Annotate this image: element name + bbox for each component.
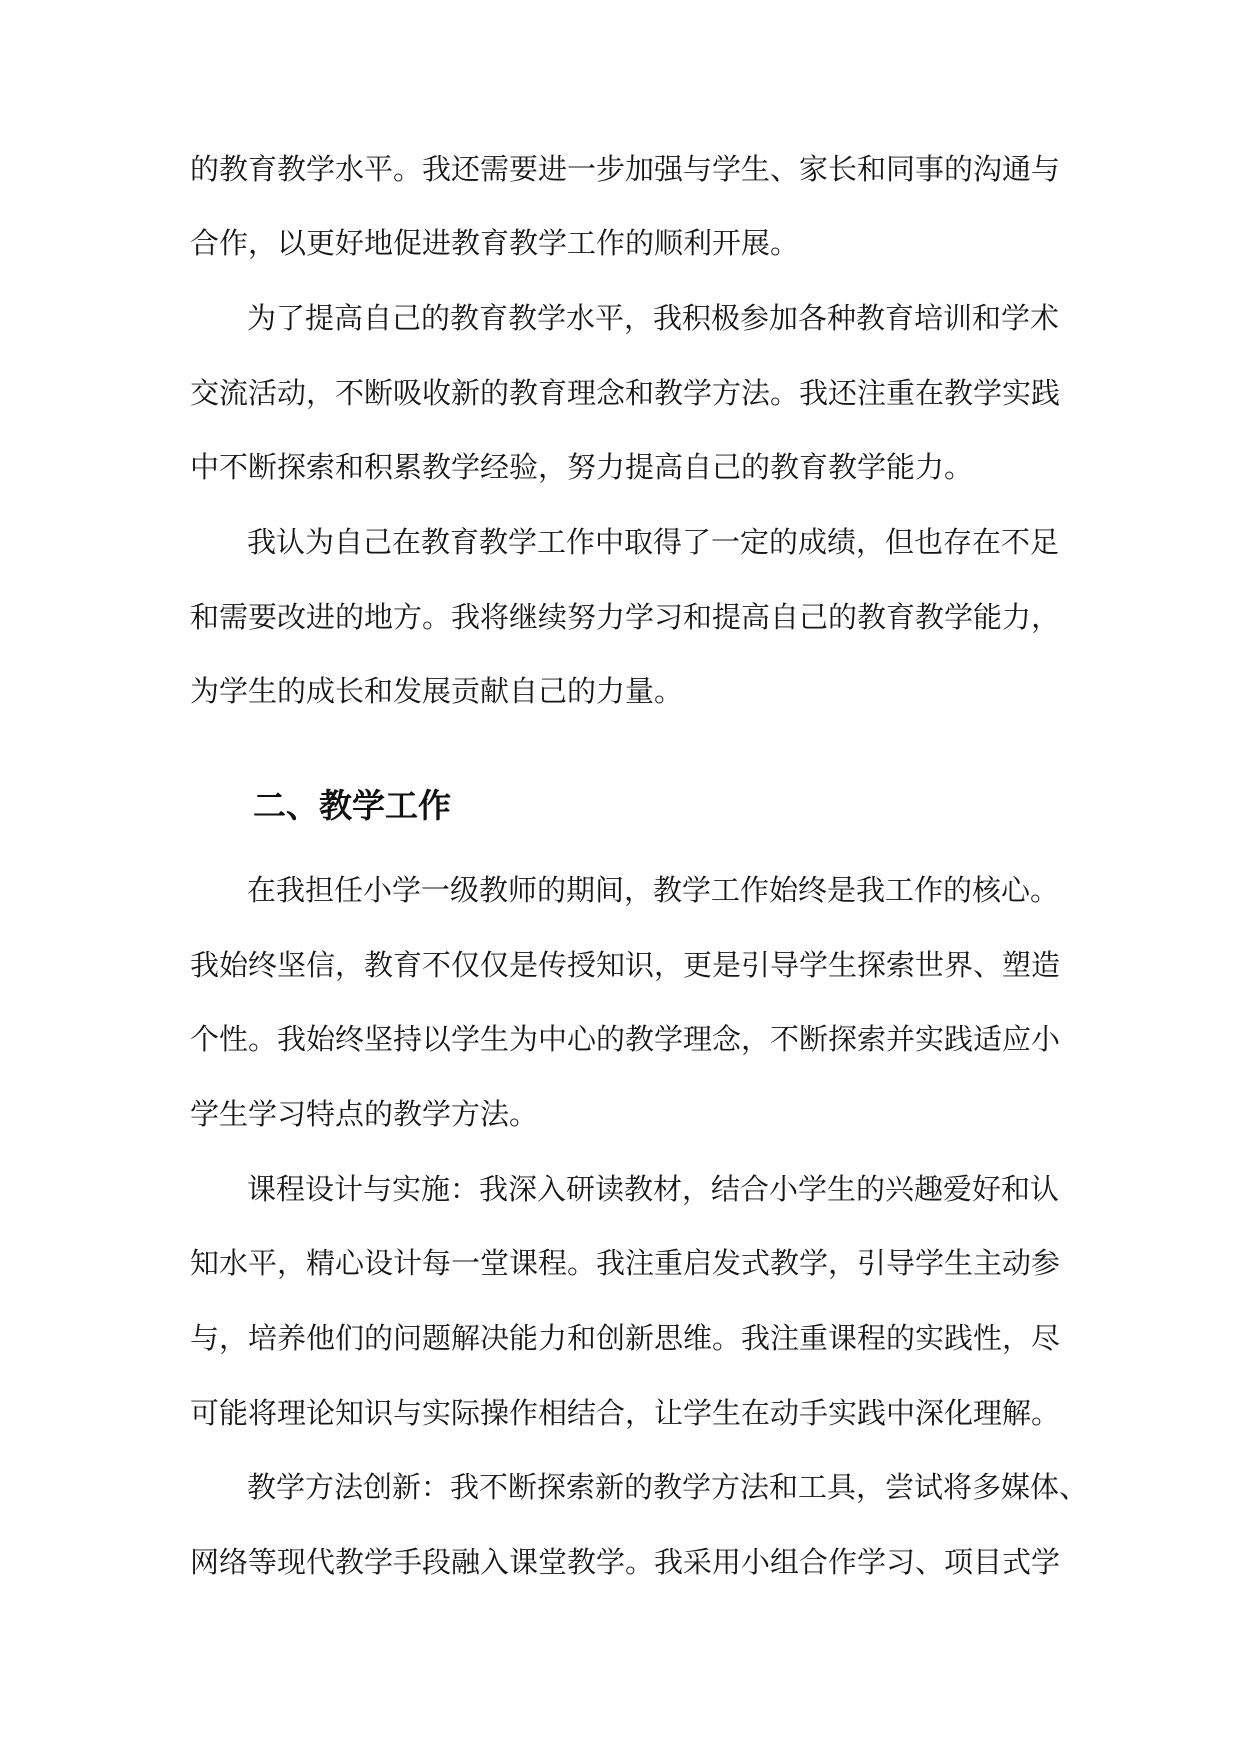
paragraph-line: 与，培养他们的问题解决能力和创新思维。我注重课程的实践性，尽 bbox=[190, 1321, 1061, 1355]
paragraph-line: 个性。我始终坚持以学生为中心的教学理念，不断探索并实践适应小 bbox=[190, 1022, 1061, 1056]
paragraph-line: 网络等现代教学手段融入课堂教学。我采用小组合作学习、项目式学 bbox=[190, 1545, 1061, 1579]
paragraph-line: 和需要改进的地方。我将继续努力学习和提高自己的教育教学能力， bbox=[190, 600, 1061, 634]
paragraph-line: 学生学习特点的教学方法。 bbox=[190, 1097, 539, 1131]
paragraph-line: 教学方法创新：我不断探索新的教学方法和工具，尝试将多媒体、 bbox=[247, 1470, 1089, 1504]
paragraph-line: 课程设计与实施：我深入研读教材，结合小学生的兴趣爱好和认 bbox=[247, 1172, 1060, 1206]
paragraph-line: 中不断探索和积累教学经验，努力提高自己的教育教学能力。 bbox=[190, 450, 974, 484]
paragraph-line: 合作，以更好地促进教育教学工作的顺利开展。 bbox=[190, 226, 800, 260]
paragraph-line: 为了提高自己的教育教学水平，我积极参加各种教育培训和学术 bbox=[247, 301, 1060, 335]
paragraph-line: 为学生的成长和发展贡献自己的力量。 bbox=[190, 674, 684, 708]
paragraph-line: 在我担任小学一级教师的期间，教学工作始终是我工作的核心。 bbox=[247, 873, 1060, 907]
paragraph-line: 可能将理论知识与实际操作相结合，让学生在动手实践中深化理解。 bbox=[190, 1396, 1061, 1430]
paragraph-line: 交流活动，不断吸收新的教育理念和教学方法。我还注重在教学实践 bbox=[190, 376, 1061, 410]
paragraph-line: 我始终坚信，教育不仅仅是传授知识，更是引导学生探索世界、塑造 bbox=[190, 948, 1061, 982]
section-heading: 二、教学工作 bbox=[253, 786, 451, 825]
paragraph-line: 知水平，精心设计每一堂课程。我注重启发式教学，引导学生主动参 bbox=[190, 1246, 1061, 1280]
paragraph-line: 的教育教学水平。我还需要进一步加强与学生、家长和同事的沟通与 bbox=[190, 152, 1061, 186]
paragraph-line: 我认为自己在教育教学工作中取得了一定的成绩，但也存在不足 bbox=[247, 525, 1060, 559]
